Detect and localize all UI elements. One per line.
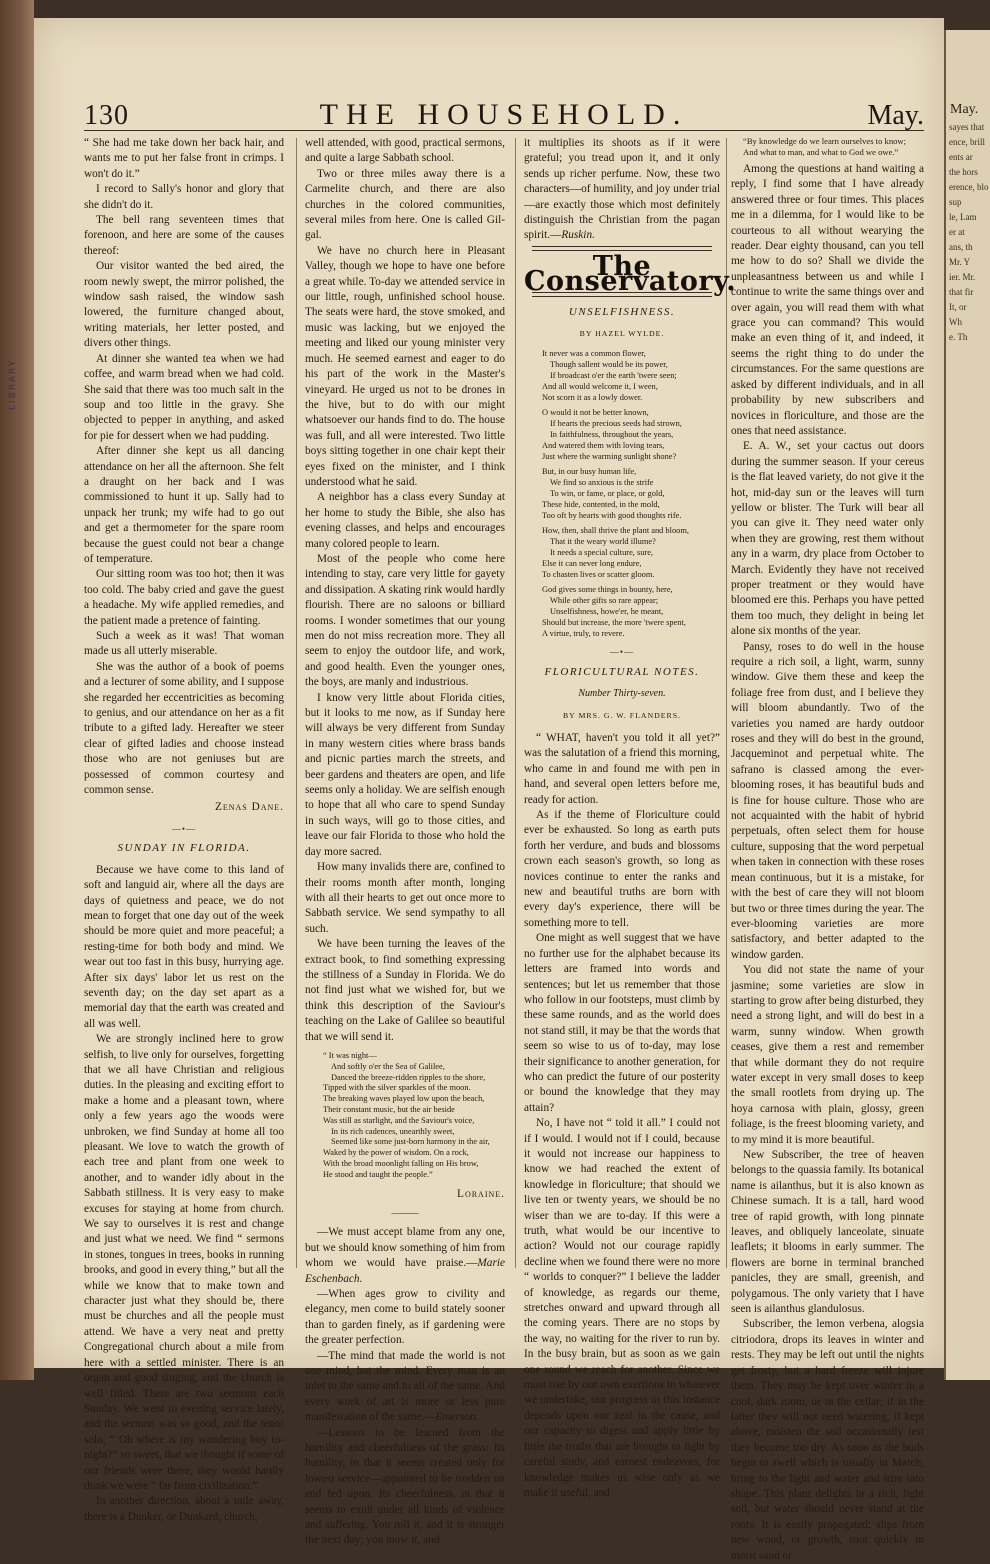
epigraph: “By knowledge do we learn ourselves to know; And what to man, and what to God we owe.” <box>743 136 907 157</box>
paragraph: The bell rang seventeen times that forenoon, and here are some of the causes thereof: <box>84 214 284 257</box>
facing-page-fragment: er at <box>949 227 965 237</box>
paragraph: Among the questions at hand waiting a reply, I find some that I have already answered three or four times. This places me in a dilemma, for I would like to be courteous to all without wearying the reader. Dear eighty thousand, can you tell me how to do so? Shall we divide the unpleasantness between us and while I continue to write the same things over and over again, you will read them with what grace you can command? This would make an even thing of it, and indeed, it seems the right thing to do under the circumstances. For the same questions are asked by different individuals, and in all probability by new subscribers and novices in floriculture, and those are the ones that need assistance. <box>731 163 924 437</box>
facing-page-fragment: ence, brill <box>949 137 985 147</box>
quote-emerson: —The mind that made the world is not one mind, but the mind. Every man is an inlet to the same and to all of the same. And every work of art is more or less pure manifestation of the same.—Emerson. <box>305 1349 505 1424</box>
poem-line: To chasten lives or scatter gloom. <box>542 569 655 579</box>
section-divider: —•— <box>171 823 197 834</box>
poem-line: It never was a common flower, <box>542 349 646 359</box>
paragraph: I know very little about Florida cities, but it looks to me now, as if Sunday here will always be very different from Sunday in many western cities where brass bands and picnic parties march the streets, and beer gardens and theaters are open, and life seems only a holiday. We are selfish enough to hope that all who care to spend Sunday in such ways, will go to those cities, and leave our fair Florida to those who hold the day more sacred. <box>305 691 505 858</box>
poem-line: And all would welcome it, I ween, <box>542 381 658 391</box>
paragraph: well attended, with good, practical sermons, and quite a large Sabbath school. <box>305 137 505 165</box>
paragraph: We have been turning the leaves of the extract book, to find something expressing the stillness of a Sunday in Florida. We do not find just what we wished for, but we think this description of the Saviour's teaching on the Lake of Galilee so beautiful that we will send it. <box>305 938 505 1043</box>
signature-zenas-dane: Zenas Dane. <box>214 801 284 814</box>
unselfishness-poem <box>542 349 720 639</box>
department-title: The Conservatory. <box>524 250 737 298</box>
poem-line: How, then, shall thrive the plant and bloom, <box>542 526 689 536</box>
poem-line: Though sallent would be its power, <box>550 360 668 370</box>
column-4 <box>731 136 924 1562</box>
section-title-floricultural-notes: FLORICULTURAL NOTES. <box>544 665 700 678</box>
facing-page-fragment: sup <box>949 197 962 207</box>
notes-number: Number Thirty-seven. <box>578 688 666 700</box>
paragraph: In another direction, about a mile away, there is a Dunker, or Dunkard, church, <box>84 1495 284 1523</box>
facing-page-fragment: It, or <box>949 302 967 312</box>
poem-line: And softly o'er the Sea of Galilee, <box>331 1061 445 1071</box>
facing-page-fragment: ier. Mr. <box>949 272 976 282</box>
poem-line: If hearts the precious seeds had strown, <box>550 419 682 429</box>
facing-page-fragment: erence, blo <box>949 182 989 192</box>
header-rule <box>84 130 924 131</box>
paragraph: After dinner she kept us all dancing attendance on her all the afternoon. She felt a draught on her back and I was commissioned to hunt it up. Sally had to unpack her trunk; my wife had to go out and get a thermometer for the spare room because the guest could not bear a change of temperature. <box>84 445 284 565</box>
poem-line: Unselfishness, howe'er, he meant, <box>550 607 664 616</box>
poem-line: Waked by the power of wisdom. On a rock, <box>323 1148 469 1158</box>
paragraph: “ She had me take down her back hair, and wants me to put her false front in crimps. I won't do it.” <box>84 137 284 180</box>
column-rule <box>296 138 297 1268</box>
poem-line: Their constant music, but the air beside <box>323 1104 455 1114</box>
poem-line: We find so anxious is the strife <box>550 478 654 488</box>
section-divider: ——— <box>391 1207 419 1218</box>
facing-page-fragment: le, Lam <box>949 212 977 222</box>
paragraph: You did not state the name of your jasmine; some varieties are slow in starting to grow after being disturbed, they need a strong light, and will do best in a warm, sunny window. When growth ceases, give them a rest and remember that while dormant they do not require water except in very small doses to keep the small rootlets from drying up. The hoya carnosa with plain, glossy, green foliage, is the freest blooming variety, and to my mind it is more beautiful. <box>731 964 924 1146</box>
poem-line: And watered them with loving tears, <box>542 440 665 450</box>
paragraph: Because we have come to this land of soft and languid air, where all the days are days of quietness and peace, we do not mean to forget that one day out of the week should be more quiet and more peaceful; a resting-time for both body and mind. We wear out too fast in this busy, hurrying age. After six days' labor let us rest on the seventh day; on the day set apart as a memorial day that the earth was created and all was well. <box>84 863 284 1030</box>
poem-line: Too oft by hearts with good thoughts rife. <box>542 510 682 520</box>
column-1 <box>84 136 284 1523</box>
ruskin-continuation: it multiplies its shoots as if it were grateful; you tread upon it, and it only sends up richer perfume. Now, these two characters—of humility, and joy under trial—are exactly those which most definitely distinguish the Christian from the pagan spirit.—Ruskin. <box>524 137 720 242</box>
facing-page-fragment: Wh <box>949 317 962 327</box>
poem-line: Should but increase, the more 'twere spent, <box>542 617 686 627</box>
quote-eschenbach: —We must accept blame from any one, but we should know something of him from whom we would have praise.—Marie Eschenbach. <box>305 1226 505 1285</box>
paragraph: Most of the people who come here intending to stay, care very little for gayety and dissipation. A skating rink would hardly flourish. There are no saloons or billiard rooms. I wonder sometimes that our young men do not miss recreation more. They all seem to enjoy the outdoor life, and work, and good health. Even the younger ones, the boys, are manly and industrious. <box>305 552 505 689</box>
issue-month: May. <box>867 100 924 131</box>
column-1-paragraphs <box>84 136 284 798</box>
paragraph: Our sitting room was too hot; then it was too cold. The baby cried and gave the guest a headache. My wife applied remedies, and the patient made a pretence of fainting. <box>84 568 284 627</box>
library-stamp: LIBRARY <box>8 358 18 410</box>
poem-line: A virtue, truly, to revere. <box>542 628 625 638</box>
paragraph: We are strongly inclined here to grow selfish, to live only for ourselves, forgetting that we all have Christian and religious duties. In the pleasing and exciting effort to make a home and a pleasant town, where only a few years ago the woods were unbroken, we find Sunday at home all too pleasant. We love to watch the growth of each tree and plant from one week to another, and to wander idly about in the Sabbath stillness. It is very easy to make excuses for staying at home from church. We say to ourselves it is rest and change and just what we need. We find “ sermons in stones, tongues in trees, books in running brooks, and good in every thing,” but all the while we know that to make town and character just what they should be, there must be churches and all the people must attend. We have a very neat and pretty Congregational church about a mile from here with a settled minister. There is an organ and good singing, and the church is well filled. There are two sermons each Sunday. We went to evening service lately, and the sermon was so good, and the tenor solo, “ Oh where is my wandering boy to-night?” so sweet, that we thought if some of our friends were there, they would hardly think we were “ far from civilization.” <box>84 1033 284 1492</box>
paragraph: She was the author of a book of poems and a lecturer of some ability, and I suppose she regarded her eccentricities as becoming to genius, and our attendance on her as a fit tribute to a gifted lady. Hereafter we steer clear of gifted ladies and choose instead those who are not geniuses but are possessed of common courtesy and common sense. <box>84 660 284 797</box>
floricultural-notes-body <box>524 731 720 1501</box>
poem-line: With the broad moonlight falling on His brow, <box>323 1158 479 1168</box>
facing-page-fragment: ans, th <box>949 242 973 252</box>
facing-page-fragment: the hors <box>949 167 978 177</box>
column-rule <box>515 138 516 1268</box>
poem-line: In its rich cadences, unearthly sweet, <box>331 1126 455 1136</box>
poem-title-unselfishness: UNSELFISHNESS. <box>568 305 676 318</box>
poem-line: If broadcast o'er the earth 'twere seen; <box>550 371 677 381</box>
section-divider: —•— <box>609 647 635 658</box>
facing-page-fragment: ents ar <box>949 152 973 162</box>
column-3 <box>524 136 737 1499</box>
poem-line: God gives some things in bounty, here, <box>542 585 673 595</box>
notes-byline: BY MRS. G. W. FLANDERS. <box>562 710 682 720</box>
column-rule <box>726 138 727 1268</box>
column-4-paragraphs <box>731 162 924 1564</box>
poem-line: Just where the warming sunlight shone? <box>542 451 677 461</box>
paragraph: No, I have not “ told it all.” I could not if I would. I would not if I could, because it would not increase our happiness to know we had reached the extent of knowledge in floriculture; that should we live ten or twenty years, we should be no wiser than we are to-day. If this were a truth, what would be our incentive to action? Would not our courage rapidly decline when we found there were no more “ worlds to conquer?” I believe the ladder of knowledge, as regards our theme, stretches onward and upward through all the coming years. There are no stops by the way, no waiting for the river to run by. In the busy brain, but as soon as we gain one round we reach for another. Since we must rise by our own exertions in whatever we undertake, our progress in this instance depends upon our zeal in the cause, and our capacity to digest and apply little by little the truths that are brought to light by careful study, and earnest endeavors, for knowledge makes us wise only as we make it useful, and <box>524 1117 720 1499</box>
poem-line: Not scorn it as a lowly dower. <box>542 392 643 402</box>
paragraph: Pansy, roses to do well in the house require a rich soil, a light, warm, sunny window. Give them these and keep the foliage free from dust, and I believe they will bloom abundantly. Two of the varieties you named are hardy outdoor roses and they will do best in the ground, Jacqueminot and perpetual white. The safrano is classed among the ever-blooming roses, it has beautiful buds and is fine for house culture. Those who are not acquainted with the habit of hybrid perpetuals, often select them for house culture, supposing that the word perpetual when taken in connection with these roses mean continuous, but it is a mistake, for with the best of care they will not bloom but two or three times during the year. The ever-blooming varieties are more satisfactory, and better adapted to the window garden. <box>731 640 924 961</box>
signature-loraine: Loraine. <box>457 1187 505 1200</box>
poem-line: These hide, contented, in the mold, <box>542 499 660 509</box>
poem-line: It needs a special culture, sure, <box>550 548 654 558</box>
poem-line: But, in our busy human life, <box>542 467 637 477</box>
page-number: 130 <box>84 100 129 131</box>
poem-line: To win, or fame, or place, or gold, <box>550 489 665 499</box>
paragraph: New Subscriber, the tree of heaven belongs to the quassia family. Its botanical name is ailanthus, but it is also known as Chinese sumach. It is a tall, hard wood tree of rapid growth, with long pinnate leaves, and obliquely lanceolate, sinuate leaflets; it blooms in early summer. The flowers are borne in terminal branched panicles, they are small, greenish, and polygamous. The only variety that I have seen is ailanthus glandulosus. <box>731 1149 924 1316</box>
facing-page-fragments <box>946 122 990 343</box>
paragraph: “ WHAT, haven't you told it all yet?” was the salutation of a friend this morning, who came in and found me with pen in hand, and several open letters before me, ready for action. <box>524 732 720 806</box>
poem-byline: BY HAZEL WYLDE. <box>579 329 665 339</box>
paragraph: We have no church here in Pleasant Valley, though we hope to have one before a great while. To-day we attended service in our little, rough, unfinished school house. The seats were hard, the stove smoked, and music was lacking, but we enjoyed the meeting and liked our young minister very much. He seemed earnest and eager to do his part of the work in the Master's vineyard. He urged us not to be drones in the hive, but to do with our might whatsoever our hands find to do. The house was full, and all were interested. Two little boys sitting together in one chair kept their eyes fixed on the minister, and I think understood what he said. <box>305 244 505 488</box>
paragraph: E. A. W., set your cactus out doors during the summer season. If your cereus is the flat leaved variety, do not give it the hot, mid-day sun or the leaves will turn yellow or blister. The Turk will bear all you can give it. They need water only when they are growing, rest them without any in a warm, dry place from October to March. Evidently they have not received proper treatment or they would have bloomed ere this. Perhaps you have petted them too much, they delight in being let alone six months of the year. <box>731 440 924 638</box>
paragraph: Our visitor wanted the bed aired, the room newly swept, the mirror polished, the window sash raised, the window sash lowered, the furniture changed about, writing materials, her letter posted, and divers other things. <box>84 260 284 350</box>
paragraph: At dinner she wanted tea when we had coffee, and warm bread when we had cold. She said that there was too much salt in the soup and too little in the gravy. She objected to pepper in anything, and asked for pie for dessert when we had pudding. <box>84 352 284 442</box>
poem-line: O would it not be better known, <box>542 408 649 418</box>
column-2 <box>305 136 505 1547</box>
facing-page-edge <box>944 30 990 1380</box>
poem-line: Was still as starlight, and the Saviour's voice, <box>323 1115 475 1125</box>
paragraph: I record to Sally's honor and glory that she didn't do it. <box>84 183 284 211</box>
quote-gardening: —When ages grow to civility and elegancy, men come to build stately sooner than to garden finely, as if gardening were the greater perfection. <box>305 1287 505 1347</box>
facing-page-fragment: sayes that <box>949 122 985 132</box>
poem-line: In faithfulness, throughout the years, <box>550 430 674 440</box>
book-spine <box>0 0 34 1380</box>
paragraph: Two or three miles away there is a Carmelite church, and there are also churches in the colored communities, several miles from here. One is called Gil-gal. <box>305 167 505 242</box>
paragraph: Such a week as it was! That woman made us all utterly miserable. <box>84 630 284 658</box>
publication-title: THE HOUSEHOLD. <box>319 98 689 131</box>
column-2-paragraphs <box>305 136 505 1045</box>
poem-line: That it the weary world illume? <box>550 537 656 547</box>
paragraph: How many invalids there are, confined to their rooms month after month, longing with all their hearts to get out once more to Sabbath service. We send sympathy to all such. <box>305 861 505 935</box>
page-header <box>84 96 924 132</box>
section-title-sunday-in-florida: SUNDAY IN FLORIDA. <box>117 842 251 855</box>
poem-line: Else it can never long endure, <box>542 558 642 568</box>
facing-page-fragment: e. Th <box>949 332 968 342</box>
paragraph: One might as well suggest that we have no further use for the alphabet because its letters are framed into words and sentences; but let us remember that those who follow in our footsteps, must climb by these same rounds, and as the world does not stand still, it may be that the words that seem so wise to us of to-day, may lose their significance to another generation, for who can predict the future of our posterity or bound the knowledge that they may attain? <box>524 932 720 1114</box>
poem-line: Seemed like some just-born harmony in the air, <box>331 1137 490 1147</box>
paragraph: As if the theme of Floriculture could ever be exhausted. So long as earth puts forth her verdure, and buds and blossoms crown each season's growth, so long as novices continue to enter the ranks and new and beautiful truths are born with every day's experience, there will be something more to tell. <box>524 809 720 929</box>
quote-grass: —Lessons to be learned from the humility and cheerfulness of the grass: Its humility, in that it seems created only for lowest service—appointed to be trodden on and fed upon. Its cheerfulness, in that it seems to exult under all kinds of violence and suffering. You roll it, and it is stronger the next day; you mow it, and <box>305 1426 505 1547</box>
facing-page-fragment: that fir <box>949 287 974 297</box>
poem-line: He stood and taught the people.” <box>323 1169 433 1179</box>
galilee-poem <box>323 1051 505 1181</box>
poem-line: Tipped with the silver sparkles of the moon. <box>323 1083 471 1093</box>
poem-line: While other gifts so rare appear; <box>550 596 659 606</box>
poem-line: Danced the breeze-ridden ripples to the shore, <box>331 1072 486 1082</box>
column-1-article-body <box>84 863 284 1525</box>
paragraph: A neighbor has a class every Sunday at her home to study the Bible, she also has evening classes, and helps and encourages many colored people to learn. <box>305 491 505 550</box>
paragraph: Subscriber, the lemon verbena, alogsia citriodora, drops its leaves in winter and rests. They may be left out until the nights get frosty, but a hard freeze will injure them. They may be kept over winter in a cool, dark room, or in the cellar; if in the latter they will not need watering, if kept above, moisten the soil occasionally lest they become too dry. As soon as the buds begin to swell which is usually in March, bring to the light and water and trim into shape. This plant delights in a rich, light soil, but water should never stand at the roots. It is easily propagated; slips from new wood, or growth, root quickly in moist sand or <box>731 1318 924 1562</box>
facing-page-fragment: Mr. Y <box>949 257 971 267</box>
poem-line: “ It was night— <box>323 1050 377 1060</box>
poem-line: The breaking waves played low upon the beach, <box>323 1094 485 1104</box>
facing-page-running-head: May. <box>950 102 979 117</box>
